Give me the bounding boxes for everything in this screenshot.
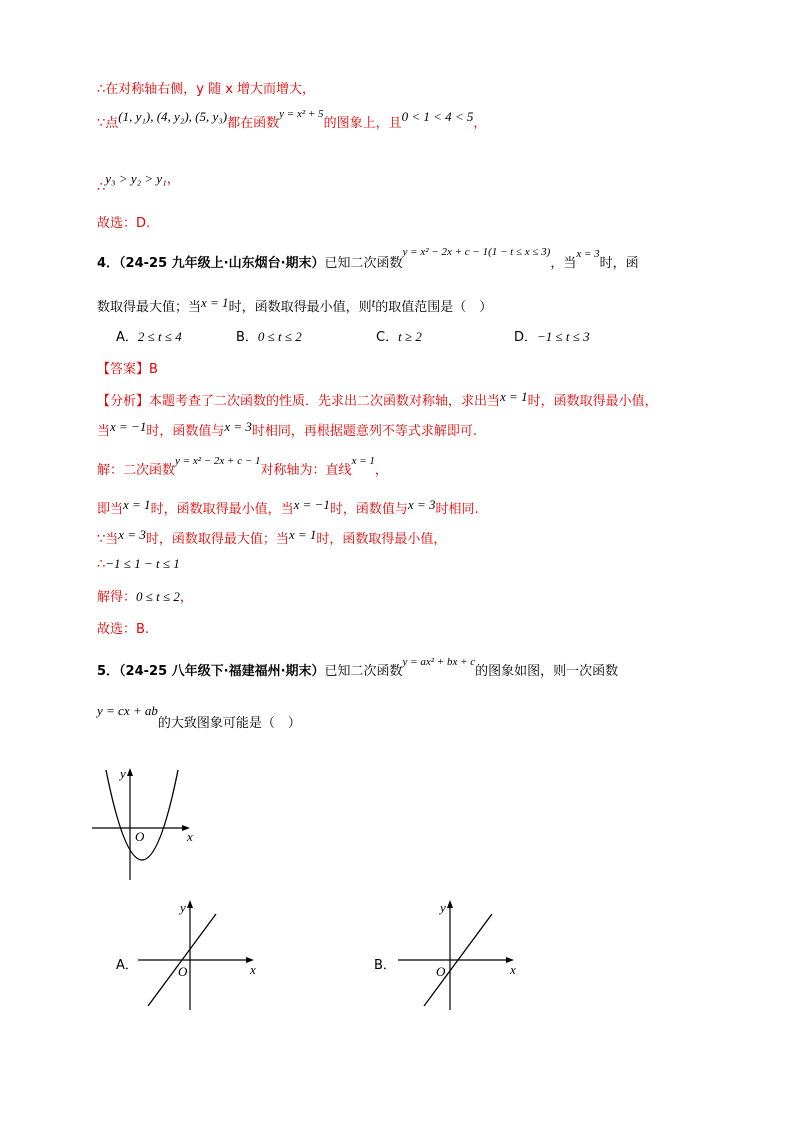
q4-option-c[interactable]: [376, 326, 422, 345]
solution-s2d: 时相同.: [435, 502, 479, 517]
answer-value: B: [149, 362, 158, 377]
q4-solution-3: [97, 528, 446, 547]
solution-s5ineq: 0 ≤ t ≤ 2: [136, 589, 180, 604]
analysis-a2c: 时相同，再根据题意列不等式求解即可.: [251, 424, 478, 439]
q4-x1: x = 1: [201, 295, 229, 310]
analysis-a1a: 本题考查了二次函数的性质．先求出二次函数对称轴，求出当: [149, 394, 501, 409]
analysis-a2a: 当: [97, 424, 111, 439]
x-label: x: [510, 962, 516, 977]
option-value: 2 ≤ t ≤ 4: [137, 329, 182, 344]
q4-function: y = x² − 2x + c − 1(1 − t ≤ x ≤ 3): [402, 246, 551, 258]
solution-s1end: ，: [374, 463, 388, 478]
q4-t2: ，当: [550, 256, 577, 271]
prev-line-1: ∴在对称轴右侧，y 随 x 增大而增大，: [97, 82, 316, 97]
q4-option-a[interactable]: [116, 326, 182, 345]
prev-l2c: 的图象上，且: [323, 116, 402, 131]
solution-s2x: x = 1: [123, 497, 151, 512]
q4-solution-6: 故选：B.: [97, 622, 150, 637]
q4-solution-5: [97, 586, 193, 605]
origin-label: O: [135, 829, 145, 844]
y-axis-arrow: [187, 900, 193, 908]
q5-t3: 的大致图象可能是（ ）: [157, 716, 301, 731]
q5-number: 5．: [97, 664, 120, 679]
option-label: C．: [376, 330, 399, 345]
q4-answer: [97, 358, 158, 377]
origin-label: O: [178, 964, 188, 979]
prev-line-4: 故选：D.: [97, 216, 151, 231]
analysis-a1b: 时，函数取得最小值，: [527, 394, 658, 409]
x-label: x: [187, 829, 193, 844]
solution-s3x: x = 3: [118, 527, 146, 542]
prev-line-3: [97, 168, 180, 195]
solution-s2x3: x = 3: [407, 497, 436, 512]
q4-number: 4．: [97, 256, 120, 271]
q4-t-var: t: [371, 295, 376, 310]
q5-line-2: [97, 703, 301, 731]
q5-line-1: [97, 656, 619, 679]
q4-solution-2: [97, 498, 479, 517]
analysis-tag: 【分析】: [97, 394, 150, 409]
solution-s4a: ∴: [97, 557, 106, 572]
analysis-x3: x = 3: [224, 419, 252, 434]
origin-label: O: [436, 964, 446, 979]
y-axis-arrow: [127, 768, 133, 776]
q4-analysis-1: [97, 390, 658, 409]
answer-tag: 【答案】: [97, 362, 150, 377]
q4-x3: x = 3: [576, 248, 600, 260]
solution-s3a: ∵当: [97, 532, 119, 547]
q5-linear-function: y = cx + ab: [97, 703, 158, 718]
solution-s3c: 时，函数取得最小值，: [316, 532, 447, 547]
q4-line-2: [97, 296, 492, 315]
solution-s3x2: x = 1: [288, 527, 317, 542]
prev-l3end: ，: [166, 172, 180, 187]
solution-s4ineq: −1 ≤ 1 − t ≤ 1: [105, 556, 180, 571]
q5-option-a-label[interactable]: A．: [116, 958, 138, 973]
x-label: x: [250, 962, 256, 977]
prev-inequality: 0 < 1 < 4 < 5: [401, 109, 474, 124]
solution-s1b: 对称轴为：直线: [260, 463, 352, 478]
solution-s5end: ，: [179, 590, 193, 605]
q4-t4: 数取得最大值；当: [97, 300, 202, 315]
prev-points: (1, y₁), (4, y₂), (5, y₃): [118, 109, 228, 124]
analysis-a2b: 时，函数值与: [146, 424, 225, 439]
solution-s2b: 时，函数取得最小值，当: [150, 502, 294, 517]
q4-analysis-2: [97, 420, 477, 439]
q4-option-d[interactable]: [514, 326, 590, 345]
prev-l2end: ，: [473, 116, 487, 131]
prev-l2a: ∵点: [97, 116, 119, 131]
q5-t2: 的图象如图，则一次函数: [475, 664, 619, 679]
parabola-curve: [106, 770, 178, 860]
y-label: y: [180, 900, 186, 915]
prev-function: y = x² + 5: [279, 108, 324, 120]
analysis-x1: x = 1: [500, 389, 528, 404]
q5-option-a-figure[interactable]: [134, 896, 264, 1016]
q4-t6: 的取值范围是（ ）: [375, 300, 493, 315]
q5-option-b-figure[interactable]: [394, 896, 524, 1016]
q4-solution-1: [97, 455, 388, 478]
option-value: 0 ≤ t ≤ 2: [257, 329, 302, 344]
solution-s3b: 时，函数取得最大值；当: [145, 532, 289, 547]
q4-source: （24-25 九年级上·山东烟台·期末）: [119, 256, 325, 271]
option-value: −1 ≤ t ≤ 3: [537, 329, 590, 344]
solution-s2c: 时，函数值与: [329, 502, 408, 517]
analysis-xm1: x = −1: [110, 419, 147, 434]
q4-solution-4: [97, 556, 180, 572]
q4-t3: 时，函: [599, 256, 639, 271]
q4-t1: 已知二次函数: [324, 256, 403, 271]
q4-option-b[interactable]: [236, 326, 302, 345]
q5-option-b-label[interactable]: B．: [374, 958, 396, 973]
solution-s2a: 即当: [97, 502, 124, 517]
q5-t1: 已知二次函数: [324, 664, 403, 679]
q4-line-1: [97, 246, 639, 271]
y-label: y: [440, 900, 446, 915]
option-label: B．: [236, 330, 258, 345]
solution-s5a: 解得：: [97, 590, 137, 605]
prev-ineq-y: y₃ > y₂ > y₁: [105, 171, 167, 186]
q5-function: y = ax² + bx + c: [402, 656, 476, 668]
solution-axis: x = 1: [351, 455, 375, 467]
y-axis-arrow: [447, 900, 453, 908]
prev-line-2: [97, 108, 487, 131]
q5-source: （24-25 八年级下·福建福州·期末）: [119, 664, 325, 679]
option-label: A．: [116, 330, 138, 345]
y-label: y: [120, 766, 126, 781]
option-label: D．: [514, 330, 538, 345]
option-value: t ≥ 2: [398, 329, 422, 344]
solution-s1a: 解：二次函数: [97, 463, 176, 478]
prev-l2b: 都在函数: [227, 116, 280, 131]
solution-function: y = x² − 2x + c − 1: [175, 455, 261, 467]
q4-t5: 时，函数取得最小值，则: [228, 300, 372, 315]
prev-therefore: ∴: [97, 180, 106, 195]
parabola-figure: [90, 762, 200, 886]
solution-s2x2: x = −1: [293, 497, 330, 512]
